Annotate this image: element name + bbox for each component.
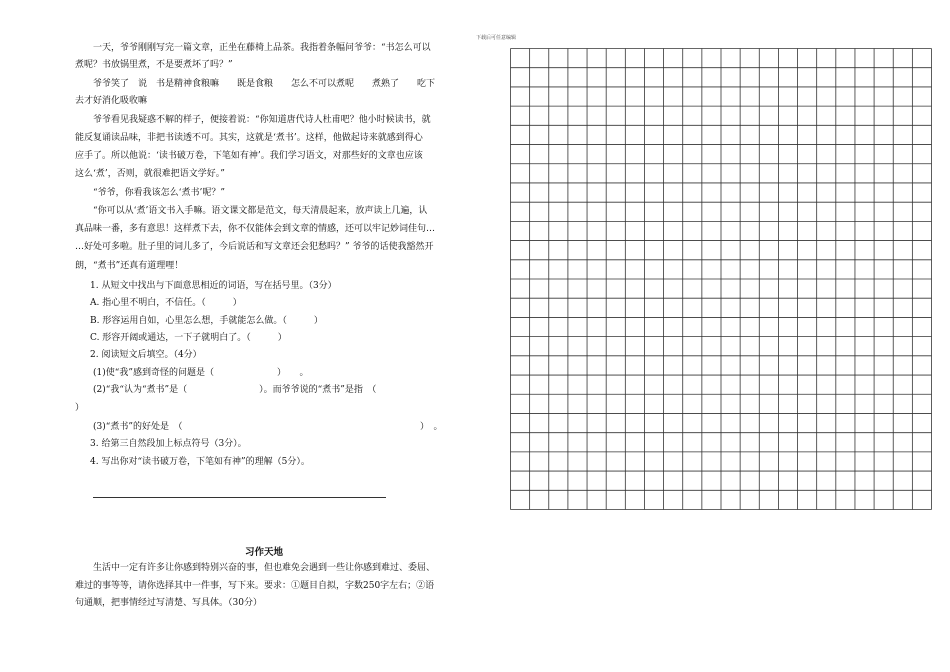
- question-2-2-close: ）: [75, 403, 85, 413]
- question-2-1: (1)使“我”感到奇怪的问题是（ ） 。: [93, 368, 309, 378]
- passage-line: 应手了。所以他说：‘读书破万卷，下笔如有神’。我们学习语文，对那些好的文章也应该: [75, 151, 423, 161]
- question-1b: B. 形容运用自如，心里怎么想，手就能怎么做。（ ）: [90, 316, 323, 326]
- question-3: 3. 给第三自然段加上标点符号（3分）。: [90, 439, 247, 449]
- passage-line: “爷爷，你看我该怎么‘煮书’呢？”: [93, 188, 225, 198]
- writing-title: 习作天地: [245, 547, 284, 558]
- question-2-3: (3)“煮书”的好处是 （: [93, 422, 183, 432]
- writing-line: 生活中一定有许多让你感到特别兴奋的事，但也难免会遇到一些让你感到难过、委屈、: [93, 563, 436, 573]
- question-1c: C. 形容开阔或通达，一下子就明白了。（ ）: [90, 333, 287, 343]
- composition-grid: [510, 48, 932, 510]
- question-1: 1. 从短文中找出与下面意思相近的词语，写在括号里。（3分）: [90, 281, 337, 291]
- question-1a: A. 指心里不明白，不信任。（ ）: [90, 298, 242, 308]
- header-note: 下载后可任意编辑: [476, 35, 517, 41]
- answer-line: [93, 497, 386, 498]
- passage-line: 真品味一番，多有意思！这样煮下去，你不仅能体会到文章的情感，还可以牢记妙词佳句…: [75, 224, 436, 234]
- passage-line: 爷爷笑了 说 书是精神食粮嘛 既是食粮 怎么不可以煮呢 煮熟了 吃下: [93, 79, 436, 89]
- question-2-2: (2)“我“认为“煮书”是（ ）。而爷爷说的“煮书”是指 （: [93, 385, 377, 395]
- passage-line: 爷爷看见我疑惑不解的样子，便接着说：“你知道唐代诗人杜甫吧？他小时候读书，就: [93, 115, 431, 125]
- writing-line: 难过的事等等，请你选择其中一件事，写下来。要求：①题目自拟，字数250字左右；②语: [75, 581, 435, 591]
- question-4: 4. 写出你对“读书破万卷，下笔如有神”的理解（5分）。: [90, 457, 310, 467]
- passage-line: 能反复诵读品味，非把书读透不可。其实，这就是‘煮书’。这样，他做起诗来就感到得心: [75, 133, 423, 143]
- writing-line: 句通顺，把事情经过写清楚、写具体。（30分）: [75, 598, 262, 608]
- passage-line: “你可以从‘煮’语文书入手嘛。语文课文都是范文，每天清晨起来，放声读上几遍，认: [93, 206, 428, 216]
- passage-line: 这么‘煮’，否则，就很难把语文学好。”: [75, 169, 225, 179]
- passage-line: 煮呢？书放锅里煮，不是要煮坏了吗？”: [75, 60, 233, 70]
- passage-line: 一天，爷爷刚刚写完一篇文章，正坐在藤椅上品茶。我指着条幅问爷爷：“书怎么可以: [93, 43, 431, 53]
- question-2: 2. 阅读短文后填空。（4分）: [90, 350, 202, 360]
- question-2-3-close: ） 。: [420, 422, 443, 432]
- passage-line: 去才好消化吸收嘛: [75, 96, 148, 106]
- passage-line: …好处可多啦。肚子里的词儿多了，今后说话和写文章还会犯愁吗？” 爷爷的话使我豁然开: [75, 242, 434, 252]
- passage-line: 朗，“煮书”还真有道理哩！: [75, 261, 184, 271]
